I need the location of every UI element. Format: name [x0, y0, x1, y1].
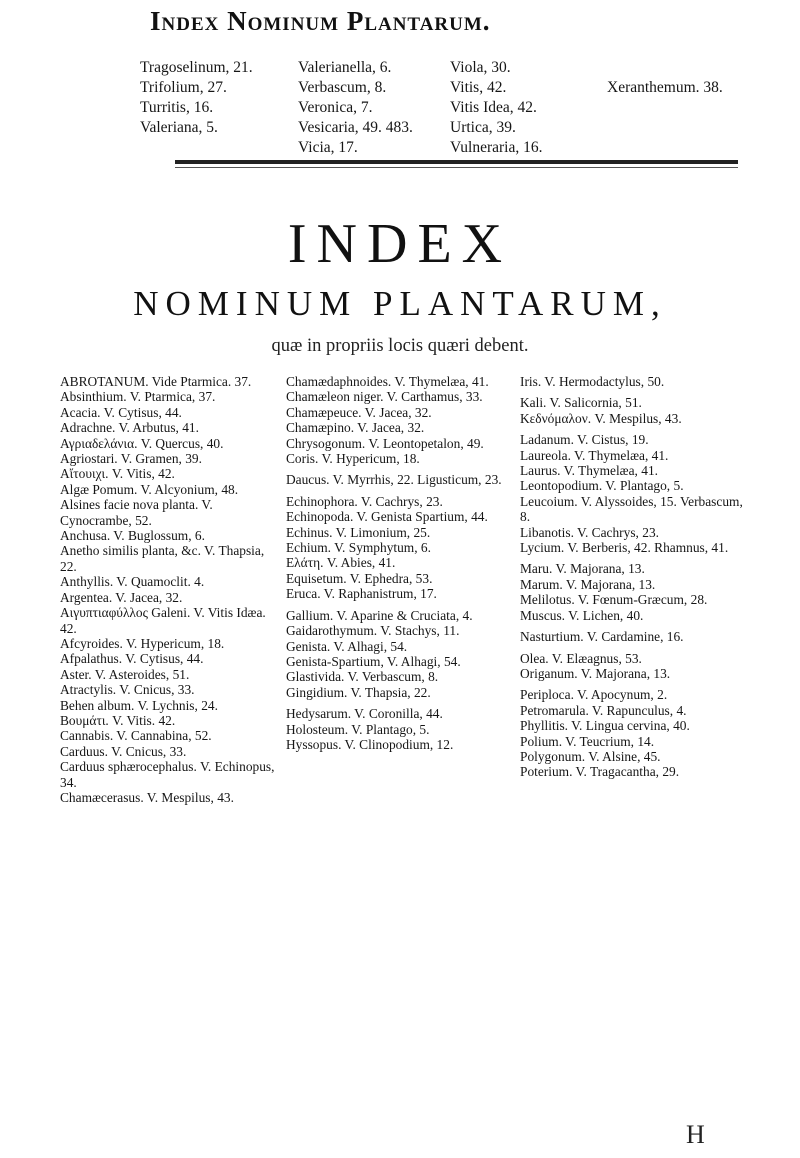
index-entry: Acacia. V. Cytisus, 44.	[60, 404, 182, 420]
index-entry: Gingidium. V. Thapsia, 22.	[286, 684, 431, 700]
top-entry: Vicia, 17.	[298, 139, 358, 156]
index-entry: ABROTANUM. Vide Ptarmica. 37.	[60, 374, 252, 389]
index-entry: Afpalathus. V. Cytisus, 44.	[60, 651, 204, 667]
index-entry: Echinophora. V. Cachrys, 23.	[286, 493, 443, 509]
index-entry: Afcyroides. V. Hypericum, 18.	[60, 635, 225, 651]
index-entry: Anthyllis. V. Quamoclit. 4.	[60, 574, 205, 590]
index-entry: Chamæpino. V. Jacea, 32.	[286, 420, 425, 436]
index-entry: Lycium. V. Berberis, 42. Rhamnus, 41.	[520, 540, 729, 556]
page-caption: quæ in propriis locis quæri debent.	[271, 336, 529, 356]
index-entry: Kali. V. Salicornia, 51.	[520, 395, 642, 411]
index-entry: Chamæcerasus. V. Mespilus, 43.	[60, 789, 234, 805]
top-col-2	[298, 58, 413, 158]
index-entry: Argentea. V. Jacea, 32.	[60, 589, 183, 605]
page-subtitle: NOMINUM PLANTARUM,	[133, 284, 667, 323]
index-entry: Iris. V. Hermodactylus, 50.	[520, 374, 665, 389]
index-entry: Βουμάτι. V. Vitis. 42.	[60, 712, 176, 728]
index-entry: Chamæleon niger. V. Carthamus, 33.	[286, 389, 483, 405]
index-entry: Polium. V. Teucrium, 14.	[520, 733, 655, 749]
top-entry: Vulneraria, 16.	[450, 139, 543, 156]
index-entry: Chrysogonum. V. Leontopetalon, 49.	[286, 435, 484, 451]
top-entry: Vitis Idea, 42.	[450, 99, 537, 116]
top-entry: Verbascum, 8.	[298, 79, 387, 96]
signature-mark: H	[686, 1120, 705, 1149]
index-entry: Behen album. V. Lychnis, 24.	[60, 697, 218, 713]
index-entry: Periploca. V. Apocynum, 2.	[520, 687, 668, 703]
index-entry: Equisetum. V. Ephedra, 53.	[286, 570, 433, 586]
index-entry: Olea. V. Elæagnus, 53.	[520, 650, 642, 666]
index-entry: Agriostari. V. Gramen, 39.	[60, 451, 202, 467]
index-column-1	[60, 374, 282, 805]
index-entry: Anchusa. V. Buglossum, 6.	[60, 528, 205, 544]
index-entry: Carduus. V. Cnicus, 33.	[60, 743, 187, 759]
divider-rule	[175, 160, 738, 164]
top-entry: Valerianella, 6.	[298, 59, 392, 76]
index-entry: Anetho similis planta, &c. V. Thapsia, 22.	[60, 543, 265, 574]
top-entry: Urtica, 39.	[450, 119, 516, 136]
index-entry: Poterium. V. Tragacantha, 29.	[520, 764, 680, 780]
index-entry: Echinus. V. Limonium, 25.	[286, 524, 431, 540]
index-entry: Daucus. V. Myrrhis, 22. Ligusticum, 23.	[286, 472, 502, 488]
top-col-1	[140, 58, 253, 138]
top-entry: Vesicaria, 49. 483.	[298, 119, 413, 136]
index-entry: Ladanum. V. Cistus, 19.	[520, 432, 649, 448]
index-entry: Gallium. V. Aparine & Cruciata, 4.	[286, 607, 473, 623]
index-entry: Αιγυπτιαφύλλος Galeni. V. Vitis Idæa. 42.	[60, 605, 266, 636]
index-entry: Carduus sphærocephalus. V. Echinopus, 34.	[60, 759, 275, 790]
index-entry: Echinopoda. V. Genista Spartium, 44.	[286, 509, 488, 525]
index-entry: Origanum. V. Majorana, 13.	[520, 665, 671, 681]
index-entry: Glastivida. V. Verbascum, 8.	[286, 669, 439, 685]
index-entry: Aster. V. Asteroides, 51.	[60, 666, 190, 682]
index-entry: Cannabis. V. Cannabina, 52.	[60, 728, 212, 744]
index-entry: Genista. V. Alhagi, 54.	[286, 638, 408, 654]
index-entry: Phyllitis. V. Lingua cervina, 40.	[520, 718, 690, 734]
page-title: INDEX	[287, 213, 513, 275]
index-entry: Algæ Pomum. V. Alcyonium, 48.	[60, 481, 239, 497]
top-entry: Viola, 30.	[450, 59, 511, 76]
top-col-3	[450, 58, 542, 158]
index-entry: Muscus. V. Lichen, 40.	[520, 607, 644, 623]
divider-rule-thin	[175, 167, 738, 168]
index-entry: Gaidarothymum. V. Stachys, 11.	[286, 623, 460, 639]
top-entry: Valeriana, 5.	[140, 119, 218, 136]
index-entry: Polygonum. V. Alsine, 45.	[520, 748, 661, 764]
index-entry: Melilotus. V. Fœnum-Græcum, 28.	[520, 592, 708, 608]
index-entry: Atractylis. V. Cnicus, 33.	[60, 682, 195, 698]
index-entry: Κεδνόμαλον. V. Mespilus, 43.	[520, 410, 682, 426]
index-entry: Alsines facie nova planta. V. Cynocrambe, 52.	[60, 497, 213, 528]
index-entry: Laureola. V. Thymelæa, 41.	[520, 447, 669, 463]
index-entry: Αγριαδελάνια. V. Quercus, 40.	[60, 435, 224, 451]
index-entry: Αἴτουιχι. V. Vitis, 42.	[60, 466, 175, 482]
index-entry: Nasturtium. V. Cardamine, 16.	[520, 629, 684, 645]
index-entry: Absinthium. V. Ptarmica, 37.	[60, 389, 216, 405]
index-entry: Ελάτη. V. Abies, 41.	[286, 555, 396, 571]
index-column-3	[520, 374, 756, 780]
index-entry: Petromarula. V. Rapunculus, 4.	[520, 702, 687, 718]
index-entry: Chamædaphnoides. V. Thymelæa, 41.	[286, 374, 489, 389]
index-entry: Marum. V. Majorana, 13.	[520, 576, 656, 592]
index-entry: Coris. V. Hypericum, 18.	[286, 451, 420, 467]
top-entry: Vitis, 42.	[450, 79, 507, 96]
index-entry: Hyssopus. V. Clinopodium, 12.	[286, 736, 454, 752]
index-entry: Hedysarum. V. Coronilla, 44.	[286, 706, 443, 722]
index-entry: Libanotis. V. Cachrys, 23.	[520, 524, 659, 540]
index-entry: Genista-Spartium, V. Alhagi, 54.	[286, 653, 461, 669]
top-entry: Xeranthemum. 38.	[607, 79, 723, 96]
top-entry: Tragoselinum, 21.	[140, 59, 253, 76]
index-entry: Laurus. V. Thymelæa, 41.	[520, 463, 658, 479]
index-entry: Leucoium. V. Alyssoides, 15. Verbascum, 8.	[520, 493, 743, 525]
index-entry: Maru. V. Majorana, 13.	[520, 561, 645, 577]
index-entry: Leontopodium. V. Plantago, 5.	[520, 478, 684, 494]
index-entry: Chamæpeuce. V. Jacea, 32.	[286, 404, 432, 420]
top-entry: Veronica, 7.	[298, 99, 373, 116]
index-entry: Eruca. V. Raphanistrum, 17.	[286, 586, 437, 602]
top-entry: Turritis, 16.	[140, 99, 214, 116]
index-entry: Echium. V. Symphytum, 6.	[286, 540, 431, 556]
index-entry: Adrachne. V. Arbutus, 41.	[60, 420, 199, 436]
running-header: Index Nominum Plantarum.	[150, 6, 491, 36]
index-entry: Holosteum. V. Plantago, 5.	[286, 721, 430, 737]
index-column-2	[286, 374, 512, 752]
top-entry: Trifolium, 27.	[140, 79, 227, 96]
top-col-4	[607, 58, 723, 98]
